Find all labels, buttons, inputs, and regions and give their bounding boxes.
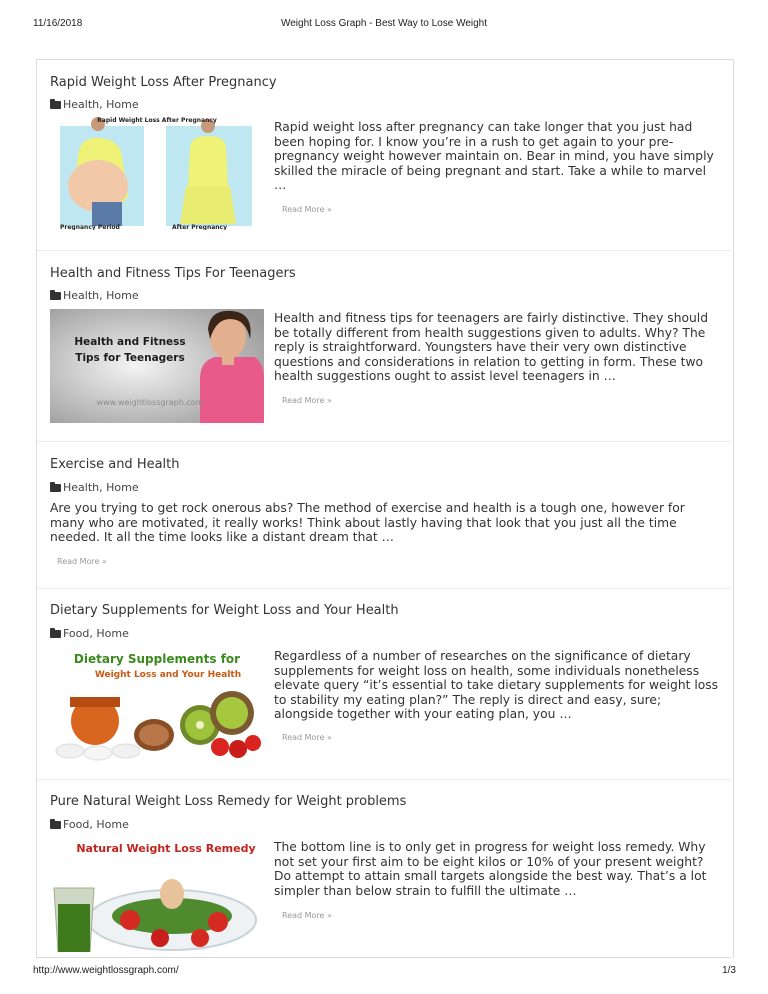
post-title[interactable]: Pure Natural Weight Loss Remedy for Weight problems [50,794,407,809]
print-title: Weight Loss Graph - Best Way to Lose Weight [280,18,488,29]
image-caption: Dietary Supplements for [73,652,241,666]
image-caption: Natural Weight Loss Remedy [76,842,256,855]
folder-icon [50,101,61,109]
post-category[interactable]: Health, Home [50,98,139,111]
post-title[interactable]: Rapid Weight Loss After Pregnancy [50,75,277,90]
image-caption: Rapid Weight Loss After Pregnancy [97,117,217,124]
folder-icon [50,630,61,638]
post-thumbnail[interactable] [50,116,264,230]
post-excerpt: The bottom line is to only get in progress for weight loss remedy. Why not set your first aim to be eight kilos or 10% of your present weight? Do attempt to attain small targets alongside the best way. That’s a lot simpler than below strain to fulfill the ultimate … [274,840,707,898]
read-more-link[interactable]: Read More » [282,911,332,920]
post-title[interactable]: Dietary Supplements for Weight Loss and Your Health [50,603,399,618]
folder-icon [50,484,61,492]
image-watermark: www.weightlossgraph.com [96,398,204,407]
post-excerpt: Rapid weight loss after pregnancy can take longer that you just had been hoping for. I know you’re in a rush to get again to your pre-pregnancy weight however maintain on. Bear in mind, you have simply skilled the miracle of being pregnant and start. Take a while to marvel … [274,120,714,192]
post-excerpt: Are you trying to get rock onerous abs? The method of exercise and health is a tough one, however for many who are motivated, it really works! Think about lastly having that look that you just all the time needed. It all the time looks like a distant dream that … [50,501,685,544]
post-card [37,589,731,780]
image-caption: Weight Loss and Your Health [94,670,242,680]
post-thumbnail[interactable] [50,838,264,952]
image-caption: Health and Fitness [74,336,186,348]
image-caption: After Pregnancy [172,224,228,230]
post-thumbnail[interactable] [50,309,264,423]
page-number: 1/3 [722,965,736,976]
read-more-link[interactable]: Read More » [282,733,332,742]
folder-icon [50,821,61,829]
post-card [37,442,731,589]
print-date: 11/16/2018 [33,18,83,29]
print-url: http://www.weightlossgraph.com/ [33,965,179,976]
read-more-link[interactable]: Read More » [282,396,332,405]
read-more-link[interactable]: Read More » [57,557,107,566]
image-caption: Pregnancy Period [60,224,120,230]
read-more-link[interactable]: Read More » [282,205,332,214]
post-excerpt: Regardless of a number of researches on the significance of dietary supplements for weight loss on health, some individuals nonetheless elevate query “it’s essential to take dietary supplements for weight loss to stability my eating plan?” The reply is direct and easy, sure; alongside together with your eating plan, you … [274,649,719,721]
post-category[interactable]: Food, Home [50,627,129,640]
post-category[interactable]: Food, Home [50,818,129,831]
post-card [37,251,731,442]
post-excerpt: Health and fitness tips for teenagers are fairly distinctive. They should be totally different from health suggestions given to adults. Why? The reply is straightforward. Youngsters have their very own distinctive questions and considerations in relation to getting in form. These two health suggestions ought to assist level teenagers in … [274,311,709,383]
image-caption: Tips for Teenagers [75,352,185,364]
post-category[interactable]: Health, Home [50,481,139,494]
post-title[interactable]: Exercise and Health [50,457,180,472]
post-category[interactable]: Health, Home [50,289,139,302]
post-card [37,60,731,251]
folder-icon [50,292,61,300]
post-thumbnail[interactable] [50,647,264,761]
post-card [37,780,731,958]
post-title[interactable]: Health and Fitness Tips For Teenagers [50,266,296,281]
